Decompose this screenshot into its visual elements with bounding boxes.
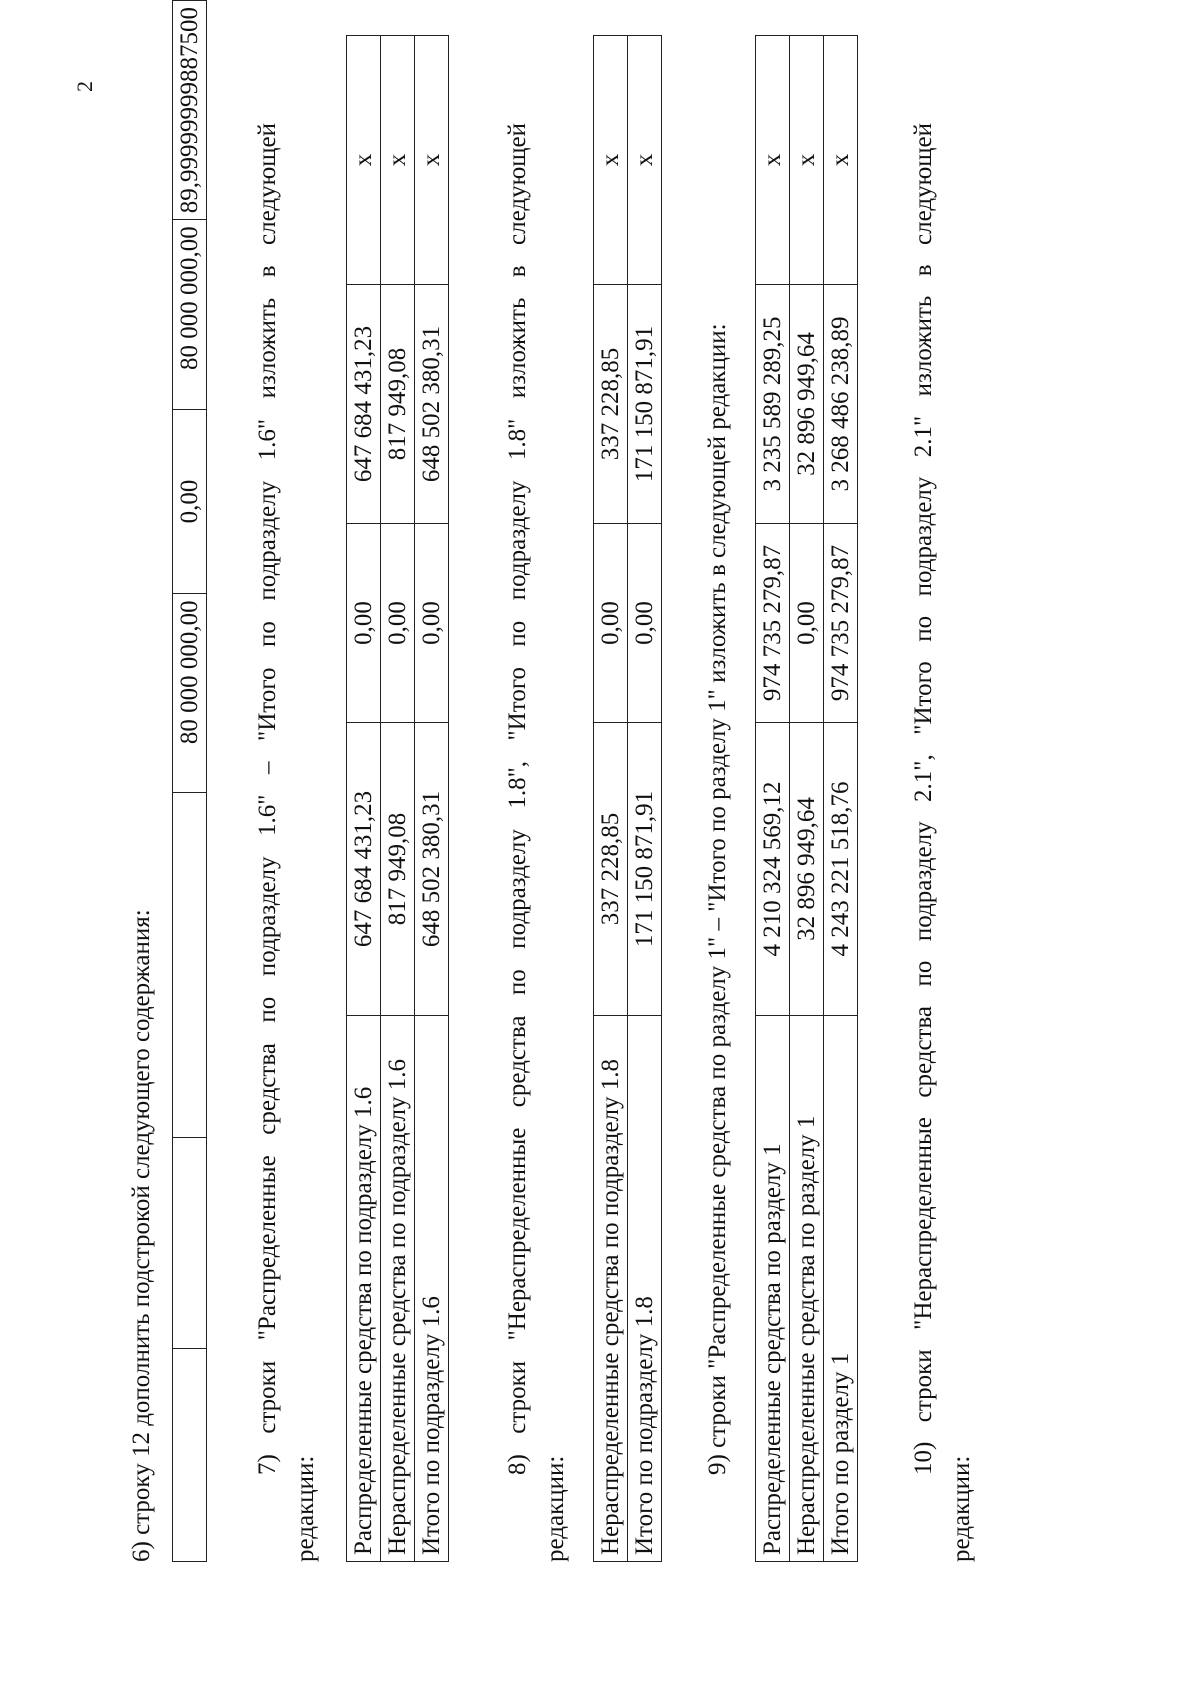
table-cell: 0,00 <box>173 409 207 594</box>
section-7-cont: редакции: <box>292 1455 319 1562</box>
table-row <box>594 36 628 1562</box>
table-cell: 3 268 486 238,89 <box>824 285 858 524</box>
table-cell: 32 896 949,64 <box>790 285 824 524</box>
section-7-table <box>346 35 449 1562</box>
row-label: Итого по подразделу 1.6 <box>415 1016 449 1562</box>
table-row <box>347 36 381 1562</box>
row-label: Распределенные средства по разделу 1 <box>756 1016 790 1562</box>
row-label: Нераспределенные средства по подразделу 1.6 <box>381 1016 415 1562</box>
section-8-text: 8) строки "Нераспределенные средства по подразделу 1.8", "Итого по подразделу 1.8" изложить в следующей <box>504 123 531 1475</box>
section-6-table <box>172 0 207 1562</box>
row-label: Итого по разделу 1 <box>824 1016 858 1562</box>
table-cell: x <box>824 36 858 285</box>
cell-empty <box>173 1349 207 1562</box>
table-cell: 0,00 <box>594 524 628 723</box>
table-cell: 817 949,08 <box>381 723 415 1016</box>
table-cell: x <box>790 36 824 285</box>
table-cell: 89,99999999887500 <box>173 1 207 220</box>
table-cell: 974 735 279,87 <box>756 524 790 723</box>
section-9-table <box>755 35 858 1562</box>
table-cell: 32 896 949,64 <box>790 723 824 1016</box>
table-cell: 0,00 <box>628 524 662 723</box>
table-cell: 3 235 589 289,25 <box>756 285 790 524</box>
table-cell: x <box>381 36 415 285</box>
table-cell: 171 150 871,91 <box>628 723 662 1016</box>
table-cell: 80 000 000,00 <box>173 594 207 792</box>
table-cell: 171 150 871,91 <box>628 285 662 524</box>
table-cell: 648 502 380,31 <box>415 723 449 1016</box>
table-cell: 80 000 000,00 <box>173 220 207 409</box>
table-row <box>381 36 415 1562</box>
table-row <box>173 1 207 1562</box>
row-label: Распределенные средства по подразделу 1.6 <box>347 1016 381 1562</box>
table-cell: 0,00 <box>347 524 381 723</box>
table-cell: 337 228,85 <box>594 723 628 1016</box>
table-row <box>824 36 858 1562</box>
section-10-cont: редакции: <box>948 1455 975 1562</box>
table-cell: x <box>628 36 662 285</box>
cell-empty <box>173 1138 207 1349</box>
section-6-text: 6) строку 12 дополнить подстрокой следующего содержания: <box>128 909 155 1562</box>
table-cell: 0,00 <box>381 524 415 723</box>
table-cell: x <box>347 36 381 285</box>
table-row <box>790 36 824 1562</box>
table-cell: 337 228,85 <box>594 285 628 524</box>
section-8-cont: редакции: <box>542 1455 569 1562</box>
section-7-text: 7) строки "Распределенные средства по подразделу 1.6" – "Итого по подразделу 1.6" изложить в следующей <box>254 123 281 1475</box>
table-cell: 647 684 431,23 <box>347 285 381 524</box>
table-cell: 4 243 221 518,76 <box>824 723 858 1016</box>
page-number: 2 <box>72 81 97 92</box>
table-cell: x <box>756 36 790 285</box>
section-9-text: 9) строки "Распределенные средства по разделу 1" – "Итого по разделу 1" изложить в следующей редакции: <box>704 323 731 1475</box>
row-label: Нераспределенные средства по разделу 1 <box>790 1016 824 1562</box>
section-10-text: 10) строки "Нераспределенные средства по подразделу 2.1", "Итого по подразделу 2.1" изложить в следующей <box>910 123 937 1475</box>
row-label: Нераспределенные средства по подразделу 1.8 <box>594 1016 628 1562</box>
cell-empty <box>173 792 207 1138</box>
table-cell: 974 735 279,87 <box>824 524 858 723</box>
table-row <box>628 36 662 1562</box>
table-cell: 0,00 <box>790 524 824 723</box>
table-row <box>756 36 790 1562</box>
table-cell: x <box>415 36 449 285</box>
table-cell: 4 210 324 569,12 <box>756 723 790 1016</box>
table-row <box>415 36 449 1562</box>
table-cell: 648 502 380,31 <box>415 285 449 524</box>
section-8-table <box>593 35 662 1562</box>
table-cell: 0,00 <box>415 524 449 723</box>
row-label: Итого по подразделу 1.8 <box>628 1016 662 1562</box>
table-cell: x <box>594 36 628 285</box>
table-cell: 817 949,08 <box>381 285 415 524</box>
table-cell: 647 684 431,23 <box>347 723 381 1016</box>
